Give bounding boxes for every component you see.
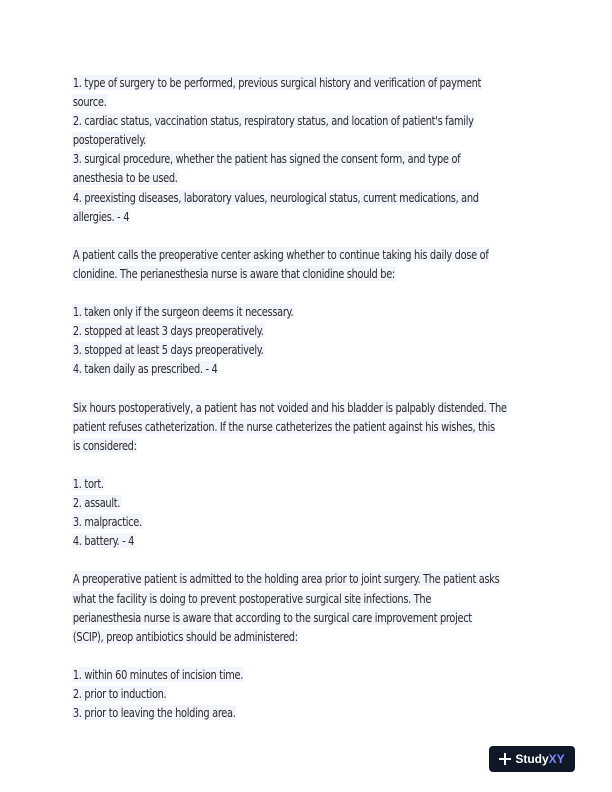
q1-option-line: 3. surgical procedure, whether the patient has signed the consent form, and type of [72, 151, 461, 167]
q1-option-line: allergies. - 4 [72, 208, 130, 224]
q2-option-line: 3. stopped at least 5 days preoperatively. [72, 342, 264, 358]
q2-question-line: clonidine. The perianesthesia nurse is aware that clonidine should be: [72, 265, 395, 281]
q3-question-line: patient refuses catheterization. If the nurse catheterizes the patient against his wishes, this [72, 418, 495, 434]
q3-option-line: 3. malpractice. [72, 514, 142, 530]
q4-question-line: (SCIP), preop antibiotics should be administered: [72, 628, 298, 644]
q2-option-line: 1. taken only if the surgeon deems it necessary. [72, 304, 294, 320]
document-body [72, 73, 542, 722]
q2-option-line: 4. taken daily as prescribed. - 4 [72, 361, 218, 377]
q4-option-line: 1. within 60 minutes of incision time. [72, 666, 244, 682]
q3-option-line: 2. assault. [72, 495, 121, 511]
q3-option-line: 1. tort. [72, 475, 104, 491]
q3-question-line: is considered: [72, 437, 137, 453]
q2-option-line: 2. stopped at least 3 days preoperatively. [72, 323, 264, 339]
q4-question-line: A preoperative patient is admitted to the holding area prior to joint surgery. The patient asks [72, 571, 500, 587]
q1-option-line: 4. preexisting diseases, laboratory values, neurological status, current medications, and [72, 189, 479, 205]
q1-option-line: 2. cardiac status, vaccination status, respiratory status, and location of patient's family [72, 113, 474, 129]
q1-option-line: source. [72, 94, 107, 110]
q3-option-line: 4. battery. - 4 [72, 533, 135, 549]
q4-question-line: what the facility is doing to prevent postoperative surgical site infections. The [72, 590, 432, 606]
q2-question-line: A patient calls the preoperative center asking whether to continue taking his daily dose of [72, 246, 489, 262]
plus-icon [499, 753, 511, 765]
q4-question-line: perianesthesia nurse is aware that according to the surgical care improvement project [72, 609, 472, 625]
q1-option-line: anesthesia to be used. [72, 170, 178, 186]
q1-option-line: 1. type of surgery to be performed, previous surgical history and verification of payment [72, 75, 482, 90]
brand-name: StudyXY [515, 752, 565, 766]
q4-option-line: 2. prior to induction. [72, 686, 167, 701]
q4-option-line: 3. prior to leaving the holding area. [72, 705, 236, 721]
q1-option-line: postoperatively. [72, 132, 146, 148]
studyxy-logo-badge[interactable] [489, 746, 575, 772]
q3-question-line: Six hours postoperatively, a patient has not voided and his bladder is palpably distended. The [72, 399, 507, 415]
